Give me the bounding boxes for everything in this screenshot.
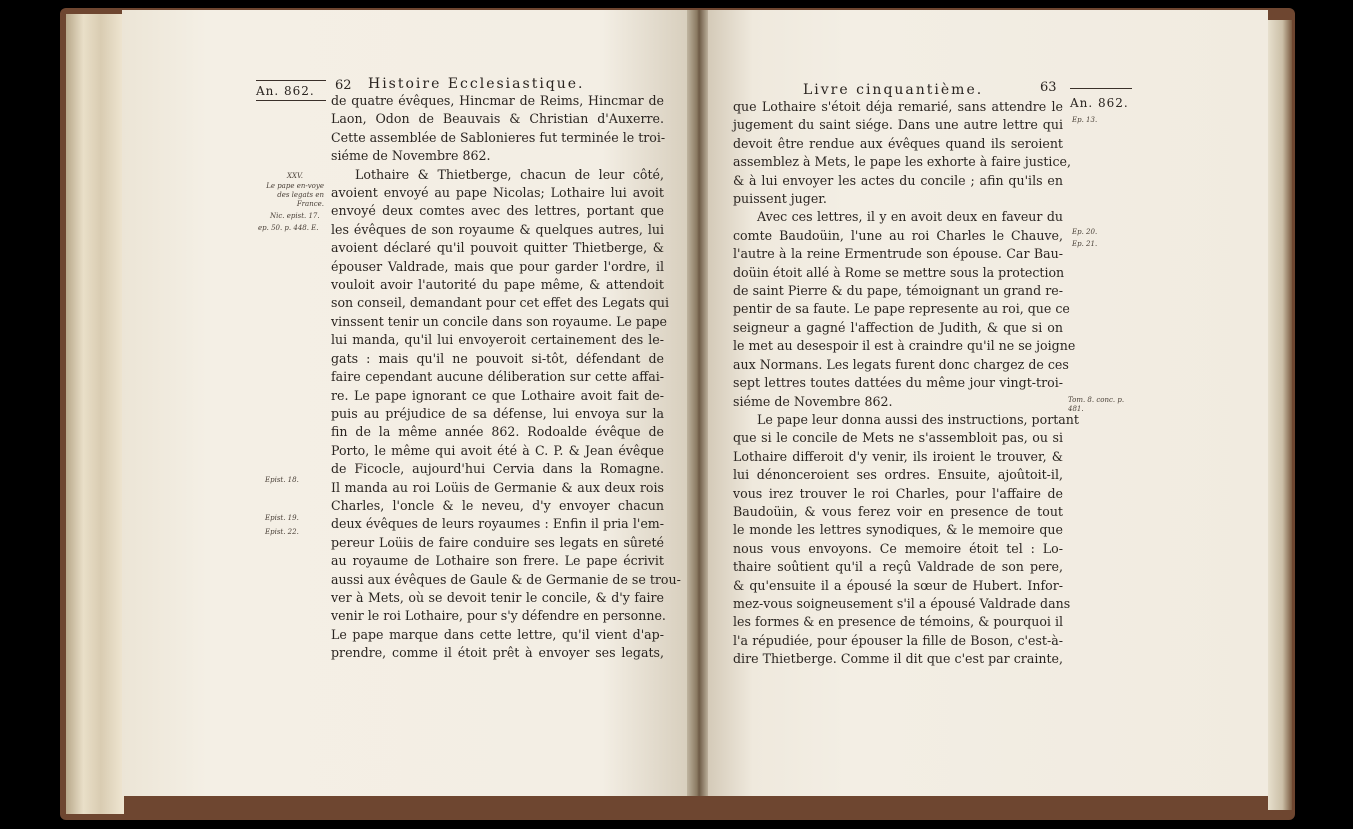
left-running-head: Histoire Ecclesiastique.: [368, 76, 585, 92]
text-line: puis au préjudice de sa défense, lui envoya sur la: [331, 405, 664, 421]
text-line: Lothaire & Thietberge, chacun de leur côté,: [355, 166, 664, 182]
text-line: pereur Loüis de faire conduire ses legats en sûreté: [331, 534, 664, 550]
left-year-label: An. 862.: [256, 84, 315, 98]
text-line: doüin étoit allé à Rome se mettre sous la protection: [733, 264, 1065, 280]
text-line: Laon, Odon de Beauvais & Christian d'Auxerre.: [331, 111, 664, 127]
text-line: Porto, le même qui avoit été à C. P. & Jean évêque: [331, 442, 664, 458]
text-line: que si le concile de Mets ne s'assembloit pas, ou si: [733, 430, 1063, 446]
text-line: aussi aux évêques de Gaule & de Germanie de se trou-: [331, 571, 681, 587]
text-line: venir le roi Lothaire, pour s'y défendre en personne.: [331, 608, 666, 624]
text-line: gats : mais qu'il ne pouvoit si-tôt, défendant de: [331, 350, 664, 366]
text-line: pentir de sa faute. Le pape represente au roi, que ce: [733, 301, 1070, 317]
text-line: seigneur a gagné l'affection de Judith, & que si on: [733, 319, 1063, 335]
text-line: avoient déclaré qu'il pouvoit quitter Thietberge, &: [331, 240, 664, 256]
text-line: Avec ces lettres, il y en avoit deux en faveur du: [757, 209, 1063, 225]
left-page-number: 62: [335, 78, 352, 93]
text-line: de Ficocle, aujourd'hui Cervia dans la Romagne.: [331, 461, 664, 477]
left-body-text: [331, 92, 681, 663]
text-line: comte Baudoüin, l'une au roi Charles le Chauve,: [733, 227, 1063, 243]
text-line: re. Le pape ignorant ce que Lothaire avoit fait de-: [331, 387, 664, 403]
text-line: avoient envoyé au pape Nicolas; Lothaire lui avoit: [331, 185, 664, 201]
page-stack-edge-right: [1268, 20, 1292, 810]
text-line: les évêques de son royaume & quelques autres, lui: [331, 221, 664, 237]
right-year-label: An. 862.: [1070, 96, 1129, 110]
margin-note-ep13: Ep. 13.: [1072, 116, 1098, 124]
text-line: Baudoüin, & vous ferez voir en presence de tout: [733, 503, 1063, 519]
text-line: prendre, comme il étoit prêt à envoyer ses legats,: [331, 645, 664, 661]
text-line: deux évêques de leurs royaumes : Enfin il pria l'em-: [331, 516, 664, 532]
text-line: siéme de Novembre 862.: [331, 148, 491, 164]
right-body-text: [733, 98, 1079, 669]
text-line: puissent juger.: [733, 191, 827, 207]
margin-note-nic: Nic. epist. 17.: [270, 212, 320, 220]
text-line: le monde les lettres synodiques, & le memoire que: [733, 522, 1063, 538]
right-year-rule: [1070, 88, 1132, 89]
left-year-rule-bottom: [256, 100, 326, 101]
text-line: le met au desespoir il est à craindre qu'il ne se joigne: [733, 338, 1076, 354]
text-line: dire Thietberge. Comme il dit que c'est par crainte,: [733, 651, 1063, 667]
text-line: devoit être rendue aux évêques quand ils seroient: [733, 135, 1063, 151]
text-line: lui dénonceroient ses ordres. Ensuite, ajoûtoit-il,: [733, 467, 1063, 483]
text-line: l'a répudiée, pour épouser la fille de Boson, c'est-à-: [733, 632, 1063, 648]
text-line: Charles, l'oncle & le neveu, d'y envoyer chacun: [331, 497, 664, 513]
text-line: jugement du saint siége. Dans une autre lettre qui: [733, 117, 1063, 133]
text-line: sept lettres toutes dattées du même jour vingt-troi-: [733, 375, 1063, 391]
margin-note-epist19: Epist. 19.: [265, 514, 299, 522]
text-line: l'autre à la reine Ermentrude son épouse. Car Bau-: [733, 246, 1063, 262]
text-line: Cette assemblée de Sablonieres fut terminée le troi-: [331, 129, 666, 145]
text-line: de saint Pierre & du pape, témoignant un grand re-: [733, 283, 1063, 299]
text-line: Le pape leur donna aussi des instructions, portant: [757, 411, 1079, 427]
margin-note-xxv: XXV.: [287, 172, 304, 180]
text-line: lui manda, qu'il lui envoyeroit certainement des le-: [331, 332, 664, 348]
text-line: vouloit avoir l'autorité du pape même, & attendoit: [331, 277, 664, 293]
margin-note-ep50: ep. 50. p. 448. E.: [258, 224, 319, 232]
text-line: son conseil, demandant pour cet effet des Legats qui: [331, 295, 670, 311]
text-line: Il manda au roi Loüis de Germanie & aux deux rois: [331, 479, 664, 495]
text-line: envoyé deux comtes avec des lettres, portant que: [331, 203, 664, 219]
text-line: au royaume de Lothaire son frere. Le pape écrivit: [331, 553, 664, 569]
text-line: thaire soûtient qu'il a reçû Valdrade de son pere,: [733, 559, 1063, 575]
book-gutter: [687, 10, 709, 796]
text-line: aux Normans. Les legats furent donc chargez de ces: [733, 356, 1069, 372]
margin-note-ep20: Ep. 20.: [1072, 228, 1098, 236]
text-line: & qu'ensuite il a épousé la sœur de Hubert. Infor-: [733, 577, 1063, 593]
text-line: assemblez à Mets, le pape les exhorte à faire justice,: [733, 154, 1071, 170]
margin-note-epist22: Epist. 22.: [265, 528, 299, 536]
text-line: fin de la même année 862. Rodoalde évêque de: [331, 424, 664, 440]
text-line: ver à Mets, où se devoit tenir le concile, & d'y faire: [331, 589, 664, 605]
text-line: Lothaire differoit d'y venir, ils iroient le trouver, &: [733, 448, 1063, 464]
page-stack-edge-left: [66, 14, 124, 814]
left-year-rule: [256, 80, 326, 81]
text-line: épouser Valdrade, mais que pour garder l'ordre, il: [331, 258, 664, 274]
margin-note-tom8: Tom. 8. conc. p. 481.: [1068, 396, 1125, 413]
text-line: de quatre évêques, Hincmar de Reims, Hincmar de: [331, 93, 664, 108]
text-line: Le pape marque dans cette lettre, qu'il vient d'ap-: [331, 626, 664, 642]
text-line: faire cependant aucune déliberation sur cette affai-: [331, 369, 664, 385]
text-line: & à lui envoyer les actes du concile ; afin qu'ils en: [733, 172, 1063, 188]
margin-note-pape: Le pape en-voye des legats en France.: [266, 182, 324, 208]
right-page-number: 63: [1040, 80, 1057, 95]
text-line: que Lothaire s'étoit déja remarié, sans attendre le: [733, 99, 1063, 114]
text-line: mez-vous soigneusement s'il a épousé Valdrade dans: [733, 595, 1071, 611]
right-running-head: Livre cinquantième.: [803, 82, 984, 98]
margin-note-ep21: Ep. 21.: [1072, 240, 1098, 248]
margin-note-epist18: Epist. 18.: [265, 476, 299, 484]
text-line: vous irez trouver le roi Charles, pour l'affaire de: [733, 485, 1063, 501]
text-line: les formes & en presence de témoins, & pourquoi il: [733, 614, 1063, 630]
text-line: vinssent tenir un concile dans son royaume. Le pape: [331, 313, 667, 329]
text-line: siéme de Novembre 862.: [733, 393, 893, 409]
text-line: nous vous envoyons. Ce memoire étoit tel : Lo-: [733, 540, 1063, 556]
